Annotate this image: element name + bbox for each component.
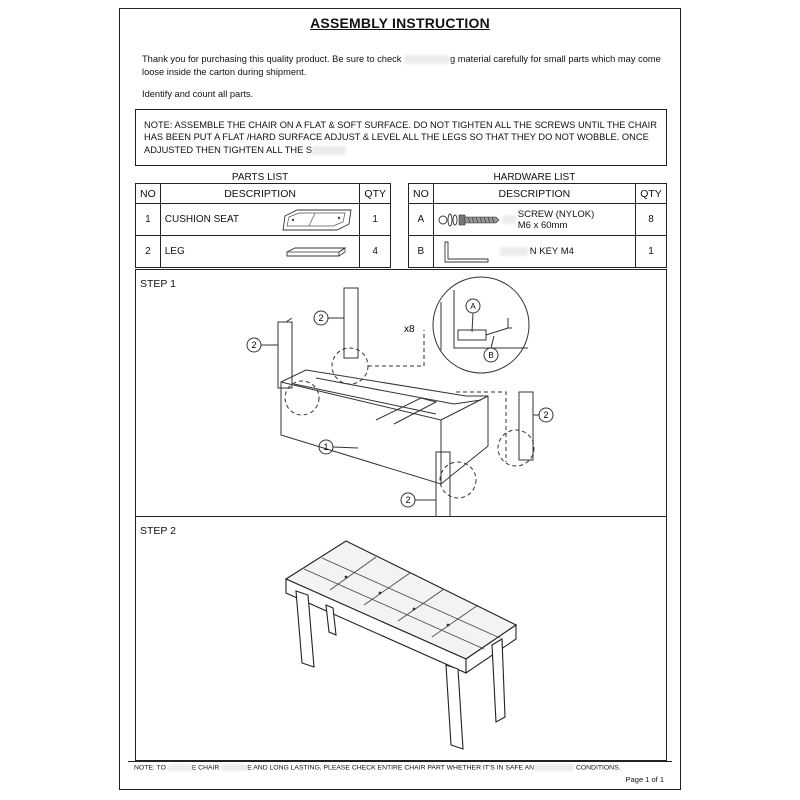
footer-note-part: E AND LONG LASTING, PLEASE CHECK ENTIRE CHAIR PART WHETHER IT'S IN SAFE AN — [247, 764, 535, 772]
hardware-qty: 8 — [636, 204, 667, 236]
redacted-text — [221, 764, 247, 771]
parts-list-table — [135, 171, 391, 268]
hardware-list-caption: HARDWARE LIST — [433, 171, 635, 184]
hardware-description: N KEY M4 — [529, 246, 574, 257]
parts-header-description: DESCRIPTION — [160, 184, 360, 204]
hardware-header-qty: QTY — [636, 184, 667, 204]
hardware-qty: 1 — [636, 236, 667, 268]
footer-divider — [128, 761, 672, 762]
redacted-text — [502, 215, 516, 224]
part-qty: 1 — [360, 204, 391, 236]
table-row — [136, 204, 391, 236]
hardware-description-cell — [433, 236, 635, 268]
hardware-list-table — [408, 171, 667, 268]
part-no: 2 — [136, 236, 161, 268]
parts-header-qty: QTY — [360, 184, 391, 204]
leg-callout: 2 — [251, 340, 257, 350]
key-callout: B — [488, 351, 494, 360]
part-qty: 4 — [360, 236, 391, 268]
allen-key-icon — [438, 239, 500, 265]
redacted-text — [500, 247, 528, 256]
redacted-text — [168, 764, 192, 771]
quantity-callout: x8 — [404, 324, 415, 335]
assembly-note-box — [135, 109, 667, 166]
table-row — [136, 236, 391, 268]
hardware-header-no: NO — [409, 184, 434, 204]
part-description-cell — [160, 204, 360, 236]
table-row — [409, 204, 667, 236]
part-description: CUSHION SEAT — [164, 214, 240, 225]
redacted-text — [534, 764, 574, 771]
intro-text-end: g material carefully for small parts which may come loose inside the carton during shipment. — [142, 54, 661, 77]
hardware-description: SCREW (NYLOK) — [517, 208, 595, 220]
part-description-cell — [160, 236, 360, 268]
parts-list-caption: PARTS LIST — [160, 171, 360, 184]
step-1-diagram — [136, 270, 666, 516]
redacted-text — [312, 146, 346, 155]
step-1-label: STEP 1 — [140, 278, 176, 290]
seat-callout: 1 — [323, 442, 329, 452]
footer-note-part: NOTE: TO — [134, 764, 166, 772]
leg-icon — [279, 242, 355, 262]
instruction-sheet — [119, 8, 681, 790]
intro-text-start: Thank you for purchasing this quality product. Be sure to check — [142, 54, 402, 64]
bolt-callout: A — [470, 302, 476, 311]
hardware-no: B — [409, 236, 434, 268]
leg-callout: 2 — [405, 495, 411, 505]
page-title: ASSEMBLY INSTRUCTION — [310, 15, 490, 31]
leg-callout: 2 — [318, 313, 324, 323]
intro-paragraph — [142, 53, 662, 78]
step-2-diagram — [136, 517, 666, 759]
hardware-description-cell — [433, 204, 635, 236]
parts-header-no: NO — [136, 184, 161, 204]
hardware-no: A — [409, 204, 434, 236]
part-no: 1 — [136, 204, 161, 236]
step-2-label: STEP 2 — [140, 525, 176, 537]
identify-text: Identify and count all parts. — [142, 89, 254, 99]
table-row — [409, 236, 667, 268]
bolt-icon — [438, 209, 500, 231]
leg-callout: 2 — [543, 410, 549, 420]
step-1-panel — [135, 269, 667, 517]
hardware-size: M6 x 60mm — [517, 219, 568, 231]
hardware-header-description: DESCRIPTION — [433, 184, 635, 204]
step-2-panel — [135, 517, 667, 761]
assembly-note-text: NOTE: ASSEMBLE THE CHAIR ON A FLAT & SOFT SURFACE. DO NOT TIGHTEN ALL THE SCREWS UNTIL THE CHAIR HAS BEEN PUT A FLAT /HARD SURFACE ADJUST & LEVEL ALL THE LEGS SO THAT THEY DO NOT WOBBLE. ONCE ADJUSTED THEN TIGHTEN ALL THE S — [144, 120, 657, 155]
part-description: LEG — [164, 246, 185, 257]
cushion-seat-icon — [279, 206, 355, 234]
page-number: Page 1 of 1 — [625, 775, 664, 784]
footer-note-part: E CHAIR — [191, 764, 220, 772]
footer-note-part: CONDITIONS. — [575, 764, 621, 772]
footer-note — [134, 764, 621, 771]
redacted-text — [404, 55, 450, 64]
